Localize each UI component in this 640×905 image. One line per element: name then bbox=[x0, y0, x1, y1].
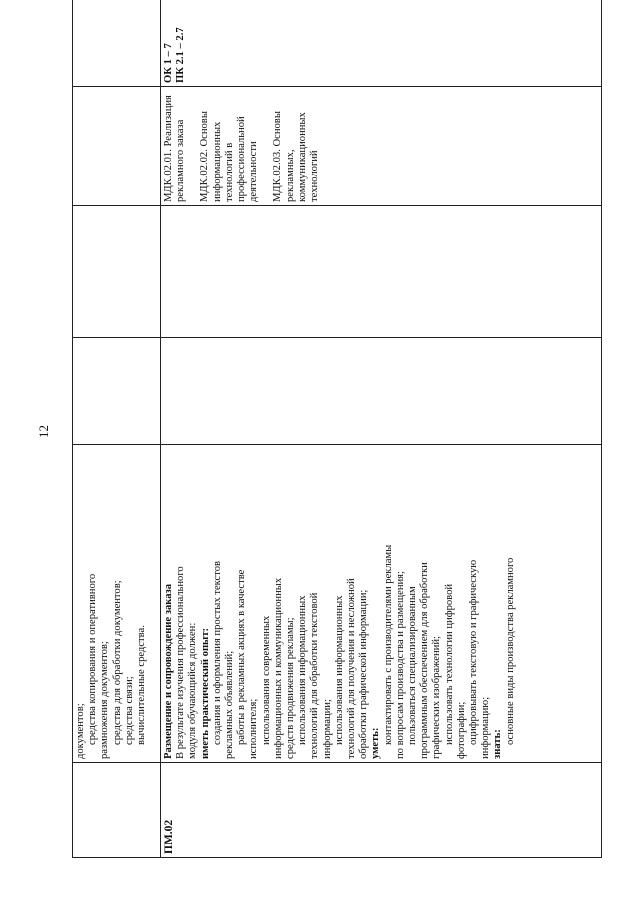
competency-cell bbox=[161, 0, 602, 87]
text-line: средства связи; bbox=[123, 676, 135, 745]
text-line: МДК.02.02. Основы bbox=[199, 111, 211, 202]
module-code: ПМ.02 bbox=[163, 819, 175, 854]
text-line: средства копирования и оперативного bbox=[87, 573, 99, 745]
text-line: использования информационных bbox=[333, 595, 345, 745]
hours-cell bbox=[73, 206, 161, 338]
code-cell bbox=[161, 763, 602, 858]
rotated-table-wrapper bbox=[72, 27, 602, 858]
text-line: графических изображений; bbox=[431, 636, 443, 759]
text-line: исполнителя; bbox=[248, 698, 260, 759]
text-line: документов; bbox=[75, 703, 86, 759]
competency-code: ПК 2.1 – 2.7 bbox=[175, 27, 187, 83]
text-line: знать: bbox=[492, 729, 504, 759]
text-line: вычислительные средства. bbox=[136, 625, 148, 745]
competency-cell bbox=[73, 0, 161, 87]
text-line: уметь: bbox=[370, 727, 382, 759]
text-line: оцифровывать текстовую и графическую bbox=[468, 559, 480, 745]
text-line: профессиональной bbox=[236, 116, 248, 202]
text-line: основные виды производства рекламного bbox=[504, 557, 516, 745]
hours-cell bbox=[161, 206, 602, 338]
text-line: рекламного заказа bbox=[175, 119, 187, 202]
text-line: средства для обработки документов; bbox=[111, 580, 123, 745]
text-line: использования информационных bbox=[297, 595, 309, 745]
text-line: технологий в bbox=[223, 142, 235, 202]
competency-lines bbox=[163, 0, 187, 83]
text-line: технологий для обработки текстовой bbox=[309, 592, 321, 759]
content-lines bbox=[163, 448, 517, 759]
text-line: модуля обучающийся должен: bbox=[187, 622, 199, 759]
text-line: Размещение и сопровождение заказа bbox=[163, 583, 174, 759]
mdk-cell bbox=[73, 87, 161, 206]
text-line: создания и оформления простых текстов bbox=[211, 560, 223, 745]
text-line: фотографии; bbox=[455, 701, 467, 759]
text-line: использования современных bbox=[260, 615, 272, 745]
content-cell bbox=[73, 445, 161, 763]
text-line: обработки графической информации; bbox=[358, 589, 370, 759]
page-number: 12 bbox=[36, 425, 51, 438]
text-line: рекламных объявлений; bbox=[224, 650, 236, 759]
text-line: по вопросам производства и размещения; bbox=[394, 571, 406, 759]
text-line: контактировать с производителями рекламы bbox=[382, 544, 394, 745]
competency-code: ОК 1 – 7 bbox=[163, 43, 174, 83]
text-line: В результате изучения профессионального bbox=[175, 566, 187, 759]
text-line: МДК.02.03. Основы bbox=[272, 111, 284, 202]
mdk-lines bbox=[163, 90, 321, 202]
text-line: иметь практический опыт: bbox=[199, 627, 211, 759]
line-gap bbox=[187, 90, 199, 202]
text-line: рекламных, bbox=[284, 149, 296, 202]
text-line: информационных и коммуникационных bbox=[272, 577, 284, 759]
text-line: использовать технологии цифровой bbox=[443, 583, 455, 745]
text-line: работы в рекламных акциях в качестве bbox=[236, 569, 248, 745]
table-row bbox=[73, 0, 161, 858]
text-line: размножения документов; bbox=[99, 641, 111, 759]
line-gap bbox=[260, 90, 272, 202]
content-lines bbox=[75, 448, 148, 759]
text-line: информационных bbox=[211, 121, 223, 202]
hours-cell bbox=[73, 338, 161, 445]
content-cell bbox=[161, 445, 602, 763]
text-line: пользоваться специализированным bbox=[407, 586, 419, 745]
text-line: информации; bbox=[321, 699, 333, 759]
code-cell bbox=[73, 763, 161, 858]
curriculum-table bbox=[72, 0, 602, 858]
text-line: коммуникационных bbox=[296, 112, 308, 202]
table-row bbox=[161, 0, 602, 858]
text-line: средств продвижения рекламы; bbox=[285, 617, 297, 759]
text-line: технологий bbox=[309, 150, 321, 202]
text-line: информацию; bbox=[480, 696, 492, 759]
text-line: МДК.02.01. Реализация bbox=[163, 95, 174, 202]
text-line: программным обеспечением для обработки bbox=[419, 562, 431, 759]
text-line: деятельности bbox=[248, 141, 260, 202]
hours-cell bbox=[161, 338, 602, 445]
text-line: технологий для получения и несложной bbox=[346, 578, 358, 759]
mdk-cell bbox=[161, 87, 602, 206]
